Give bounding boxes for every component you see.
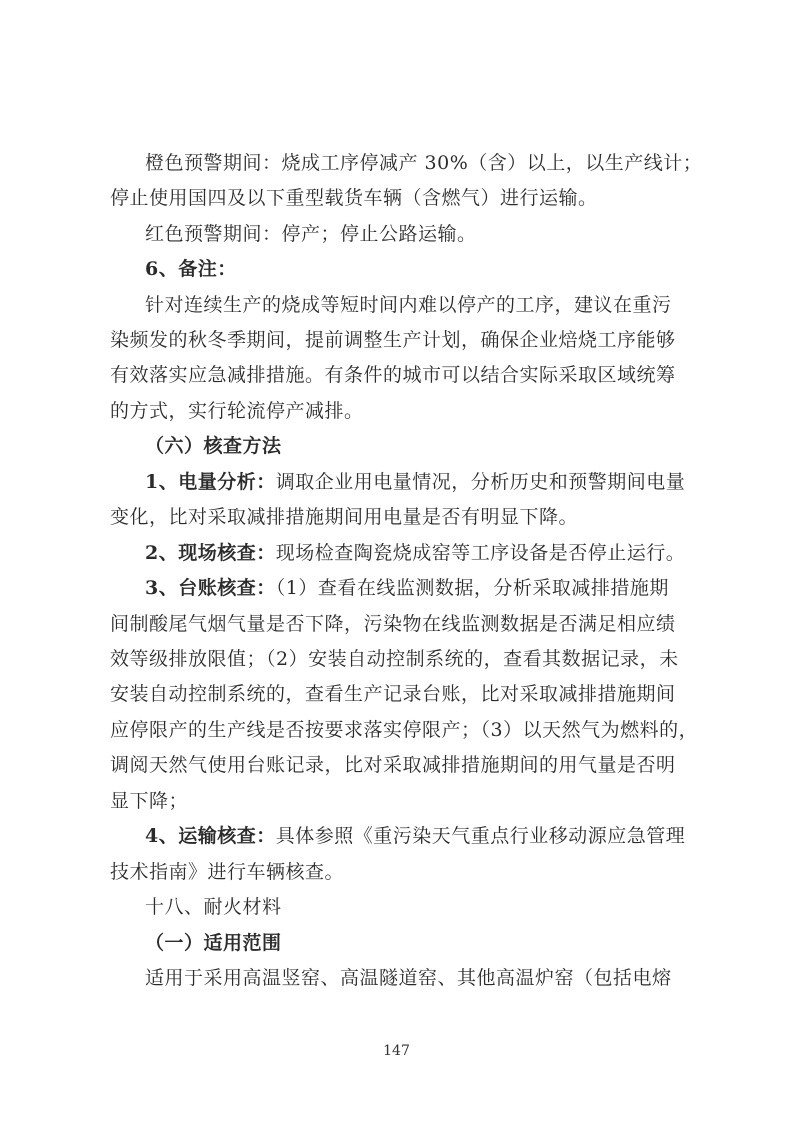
paragraph-line <box>145 469 700 495</box>
page-number: 147 <box>383 1043 410 1059</box>
item-text: 调取企业用电量情况，分析历史和预警期间电量 <box>275 471 686 493</box>
paragraph-line: 染频发的秋冬季期间，提前调整生产计划，确保企业焙烧工序能够 <box>110 329 676 351</box>
paragraph-line: 红色预警期间：停产；停止公路运输。 <box>145 223 477 245</box>
chapter-heading: 十八、耐火材料 <box>145 896 282 918</box>
section-heading: （六）核查方法 <box>145 435 282 457</box>
paragraph-line: 变化，比对采取减排措施期间用电量是否有明显下降。 <box>110 506 579 528</box>
section-heading: （一）适用范围 <box>145 932 282 954</box>
paragraph-line: 效等级排放限值；（2）安装自动控制系统的，查看其数据记录，未 <box>110 648 679 670</box>
paragraph-line: 调阅天然气使用台账记录，比对采取减排措施期间的用气量是否明 <box>110 754 676 776</box>
paragraph-line: 橙色预警期间：烧成工序停减产 30%（含）以上，以生产线计； <box>145 152 703 174</box>
paragraph-line <box>145 823 700 849</box>
paragraph-line: 间制酸尾气烟气量是否下降，污染物在线监测数据是否满足相应绩 <box>110 613 676 635</box>
paragraph-line: 停止使用国四及以下重型载货车辆（含燃气）进行运输。 <box>110 187 598 209</box>
item-text: 具体参照《重污染天气重点行业移动源应急管理 <box>275 825 686 847</box>
paragraph-line: 有效落实应急减排措施。有条件的城市可以结合实际采取区域统筹 <box>110 364 676 386</box>
paragraph-line <box>145 575 700 601</box>
item-heading: 3、台账核查： <box>145 577 276 599</box>
paragraph-line: 的方式，实行轮流停产减排。 <box>110 400 364 422</box>
paragraph-line: 安装自动控制系统的，查看生产记录台账，比对采取减排措施期间 <box>110 683 676 705</box>
paragraph-line: 针对连续生产的烧成等短时间内难以停产的工序，建议在重污 <box>145 294 672 316</box>
item-heading: 2、现场核查： <box>145 542 276 564</box>
paragraph-line <box>145 540 700 566</box>
paragraph-line: 技术指南》进行车辆核查。 <box>110 861 345 883</box>
paragraph-line: 应停限产的生产线是否按要求落实停限产；（3）以天然气为燃料的， <box>110 719 699 741</box>
item-text: 现场检查陶瓷烧成窑等工序设备是否停止运行。 <box>275 542 686 564</box>
section-heading: 6、备注： <box>145 258 237 280</box>
item-heading: 1、电量分析： <box>145 471 276 493</box>
item-text: （1）查看在线监测数据，分析采取减排措施期 <box>275 577 669 599</box>
paragraph-line: 适用于采用高温竖窑、高温隧道窑、其他高温炉窑（包括电熔 <box>145 967 672 989</box>
item-heading: 4、运输核查： <box>145 825 276 847</box>
paragraph-line: 显下降； <box>110 790 189 812</box>
